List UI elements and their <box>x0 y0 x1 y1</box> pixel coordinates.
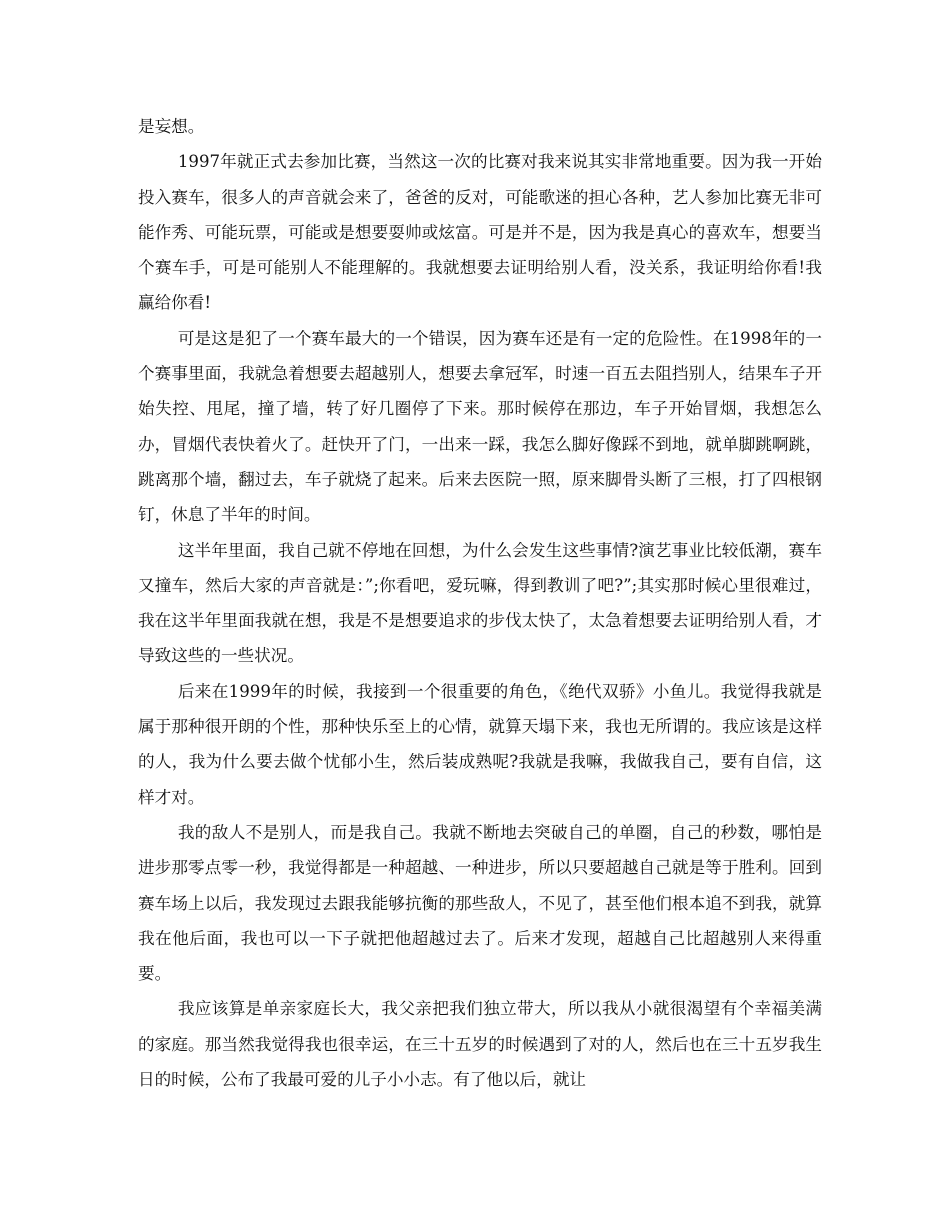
paragraph-5: 后来在1999年的时候，我接到一个很重要的角色，《绝代双骄》小鱼儿。我觉得我就是属于那种很开朗的个性，那种快乐至上的心情，就算天塌下来，我也无所谓的。我应该是这样的人，我为什么要去做个忧郁小生，然后装成熟呢?我就是我嘛，我做我自己，要有自信，这样才对。 <box>138 681 822 807</box>
paragraph-3: 可是这是犯了一个赛车最大的一个错误，因为赛车还是有一定的危险性。在1998年的一个赛事里面，我就急着想要去超越别人，想要去拿冠军，时速一百五去阻挡别人，结果车子开始失控、甩尾，撞了墙，转了好几圈停了下来。那时候停在那边，车子开始冒烟，我想怎么办，冒烟代表快着火了。赶快开了门，一出来一踩，我怎么脚好像踩不到地，就单脚跳啊跳，跳离那个墙，翻过去，车子就烧了起来。后来去医院一照，原来脚骨头断了三根，打了四根钢钉，休息了半年的时间。 <box>138 328 822 525</box>
paragraph-6: 我的敌人不是别人，而是我自己。我就不断地去突破自己的单圈，自己的秒数，哪怕是进步那零点零一秒，我觉得都是一种超越、一种进步，所以只要超越自己就是等于胜利。回到赛车场上以后，我发现过去跟我能够抗衡的那些敌人，不见了，甚至他们根本追不到我，就算我在他后面，我也可以一下子就把他超越过去了。后来才发现，超越自己比超越别人来得重要。 <box>138 822 822 984</box>
paragraph-7: 我应该算是单亲家庭长大，我父亲把我们独立带大，所以我从小就很渴望有个幸福美满的家庭。那当然我觉得我也很幸运，在三十五岁的时候遇到了对的人，然后也在三十五岁我生日的时候，公布了我最可爱的儿子小小志。有了他以后，就让 <box>138 999 822 1090</box>
body-text <box>138 109 822 1097</box>
paragraph-4: 这半年里面，我自己就不停地在回想，为什么会发生这些事情?演艺事业比较低潮，赛车又撞车，然后大家的声音就是：”;你看吧，爱玩嘛，得到教训了吧?”;其实那时候心里很难过，我在这半年里面我就在想，我是不是想要追求的步伐太快了，太急着想要去证明给别人看，才导致这些的一些状况。 <box>138 540 822 666</box>
paragraph-1: 是妄想。 <box>138 117 205 136</box>
paragraph-2: 1997年就正式去参加比赛，当然这一次的比赛对我来说其实非常地重要。因为我一开始投入赛车，很多人的声音就会来了，爸爸的反对，可能歌迷的担心各种，艺人参加比赛无非可能作秀、可能玩票，可能或是想要耍帅或炫富。可是并不是，因为我是真心的喜欢车，想要当个赛车手，可是可能别人不能理解的。我就想要去证明给别人看，没关系，我证明给你看!我赢给你看! <box>138 152 822 313</box>
